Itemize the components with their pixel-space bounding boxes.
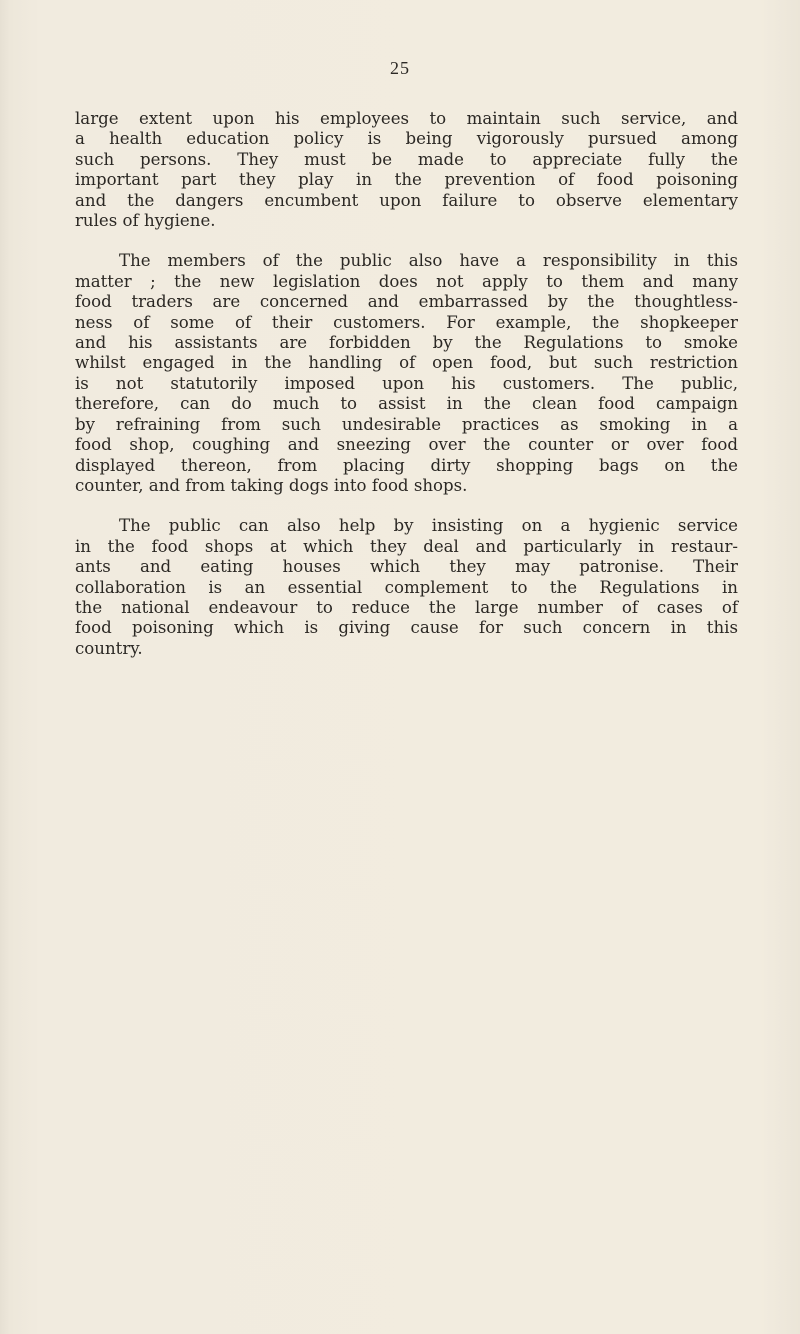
text-line: collaboration is an essential complement to the Regulations in — [75, 577, 738, 597]
text-line: country. — [75, 638, 143, 658]
text-line: displayed thereon, from placing dirty shopping bags on the — [75, 455, 738, 475]
paragraph-1 — [75, 109, 738, 231]
text-line: is not statutorily imposed upon his customers. The public, — [75, 373, 738, 393]
text-line: food shop, coughing and sneezing over the counter or over food — [75, 435, 738, 455]
text-line: by refraining from such undesirable practices as smoking in a — [75, 414, 738, 434]
text-line: large extent upon his employees to maintain such service, and — [75, 109, 738, 128]
text-line: and the dangers encumbent upon failure to observe elementary — [75, 190, 738, 210]
paragraph-3 — [75, 516, 738, 659]
text-line: ants and eating houses which they may patronise. Their — [75, 557, 738, 577]
text-line: a health education policy is being vigorously pursued among — [75, 129, 738, 149]
text-line: The members of the public also have a responsibility in this — [119, 251, 738, 271]
body-text — [75, 109, 738, 679]
text-line: whilst engaged in the handling of open food, but such restriction — [75, 353, 738, 373]
paragraph-2 — [75, 251, 738, 496]
text-line: such persons. They must be made to appreciate fully the — [75, 149, 738, 169]
text-line: rules of hygiene. — [75, 211, 216, 231]
text-line: counter, and from taking dogs into food shops. — [75, 475, 468, 495]
text-line: The public can also help by insisting on a hygienic service — [119, 516, 738, 536]
page-number: 25 — [390, 58, 410, 78]
text-line: ness of some of their customers. For example, the shopkeeper — [75, 312, 738, 332]
text-line: important part they play in the prevention of food poisoning — [75, 170, 738, 190]
text-line: food poisoning which is giving cause for such concern in this — [75, 618, 738, 638]
text-line: matter ; the new legislation does not apply to them and many — [75, 271, 738, 291]
text-line: the national endeavour to reduce the large number of cases of — [75, 597, 738, 617]
text-line: therefore, can do much to assist in the clean food campaign — [75, 394, 738, 414]
text-line: in the food shops at which they deal and particularly in restaur- — [75, 536, 738, 556]
text-line: food traders are concerned and embarrassed by the thoughtless- — [75, 292, 738, 312]
text-line: and his assistants are forbidden by the Regulations to smoke — [75, 333, 738, 353]
